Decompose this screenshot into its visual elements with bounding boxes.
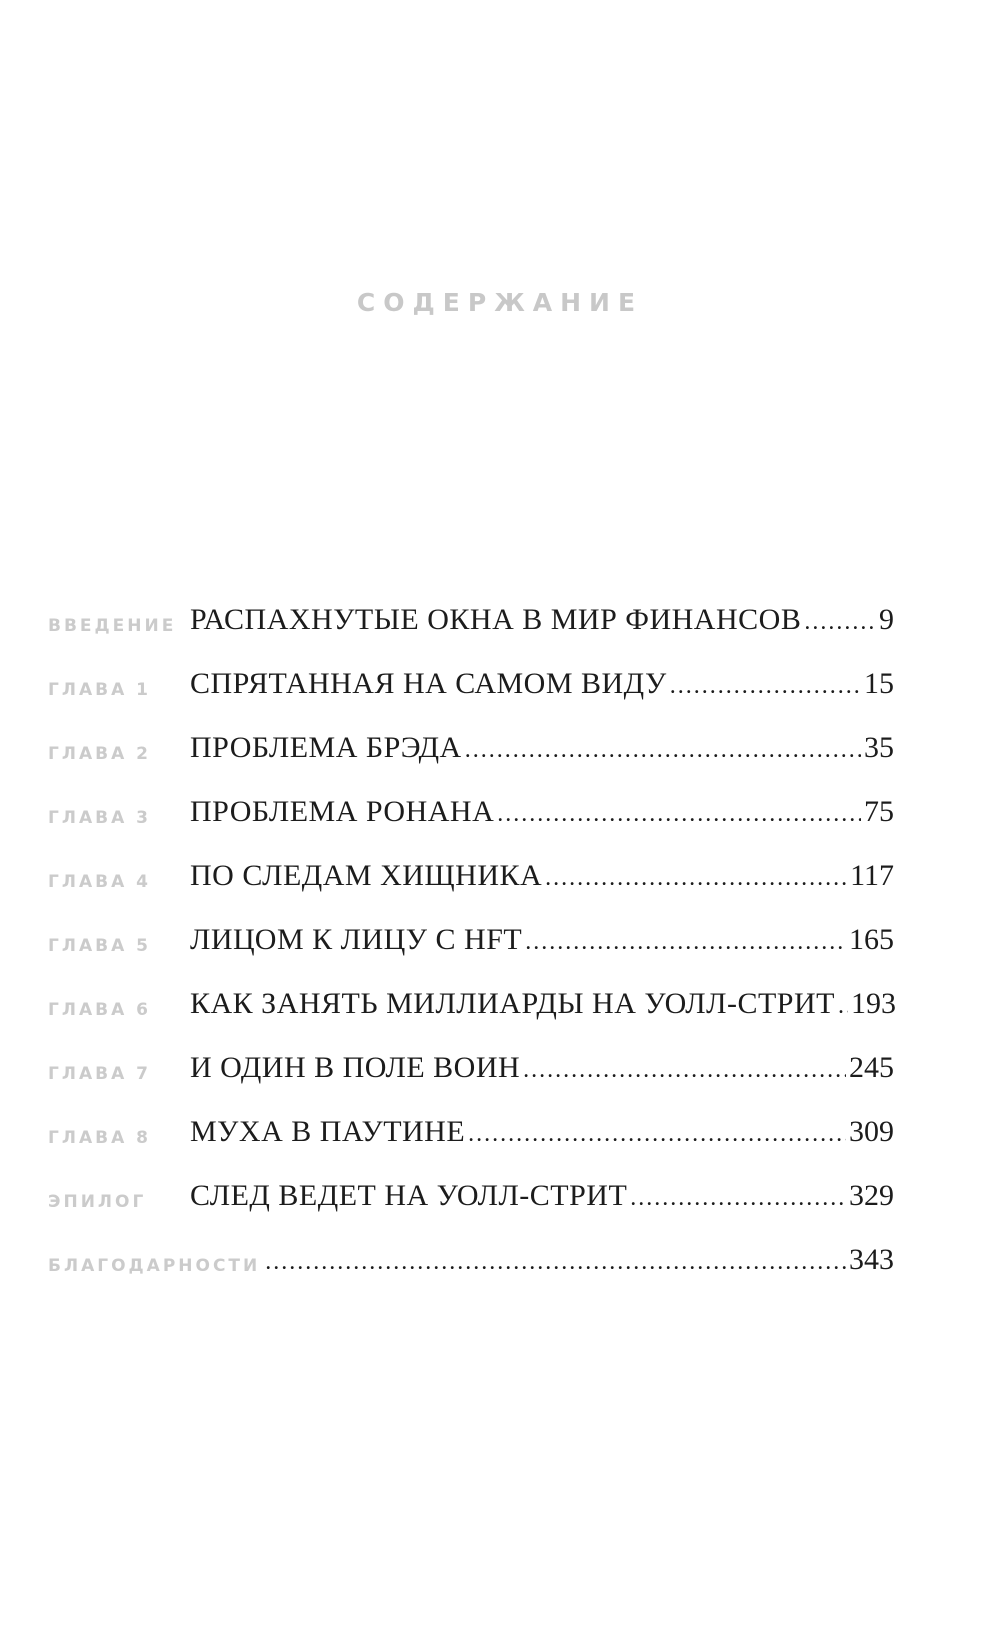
toc-entry-label: ГЛАВА 1 (48, 680, 151, 700)
toc-entry (48, 1242, 894, 1306)
toc-chapter-title: КАК ЗАНЯТЬ МИЛЛИАРДЫ НА УОЛЛ-СТРИТ (190, 987, 835, 1020)
dot-leader (630, 1184, 846, 1213)
toc-entry-label: ГЛАВА 4 (48, 872, 151, 892)
toc-page-number: 193 (850, 987, 896, 1020)
toc-entry-label: БЛАГОДАРНОСТИ (48, 1256, 261, 1276)
toc-page-number: 75 (864, 795, 894, 828)
toc-chapter-title: ПРОБЛЕМА БРЭДА (190, 731, 462, 764)
dot-leader (465, 736, 861, 765)
toc-entry-line (190, 1114, 894, 1150)
toc-chapter-title: ПО СЛЕДАМ ХИЩНИКА (190, 859, 543, 892)
dot-leader (838, 992, 848, 1021)
toc-entry (48, 986, 894, 1050)
toc-entry-line (190, 794, 894, 830)
toc-entry (48, 1050, 894, 1114)
toc-page-number: 35 (864, 731, 894, 764)
toc-title: СОДЕРЖАНИЕ (356, 288, 644, 317)
toc-entry (48, 922, 894, 986)
dot-leader (468, 1120, 846, 1149)
toc-page-number: 309 (849, 1115, 894, 1148)
toc-entry-line (190, 1178, 894, 1214)
toc-entry (48, 602, 894, 666)
toc-page-number: 329 (849, 1179, 894, 1212)
toc-page-number: 245 (849, 1051, 894, 1084)
toc-chapter-title: СПРЯТАННАЯ НА САМОМ ВИДУ (190, 667, 667, 700)
toc-entry-label: ГЛАВА 7 (48, 1064, 151, 1084)
toc-chapter-title: ПРОБЛЕМА РОНАНА (190, 795, 495, 828)
dot-leader (497, 800, 861, 829)
toc-entry-line (262, 1242, 894, 1278)
toc-entry (48, 1114, 894, 1178)
toc-entry-label: ГЛАВА 5 (48, 936, 151, 956)
dot-leader (525, 928, 846, 957)
toc-entry (48, 794, 894, 858)
toc-entry-label: ГЛАВА 3 (48, 808, 151, 828)
toc-entry-label: ГЛАВА 6 (48, 1000, 151, 1020)
toc-entry-line (190, 730, 894, 766)
toc-chapter-title: И ОДИН В ПОЛЕ ВОИН (190, 1051, 521, 1084)
toc-list (48, 602, 894, 1306)
toc-entry-line (190, 858, 894, 894)
toc-entry (48, 1178, 894, 1242)
toc-page-number: 117 (850, 859, 894, 892)
toc-entry-line (190, 922, 894, 958)
toc-entry-line (190, 986, 894, 1022)
toc-entry (48, 666, 894, 730)
dot-leader (545, 864, 847, 893)
toc-chapter-title: РАСПАХНУТЫЕ ОКНА В МИР ФИНАНСОВ (190, 603, 802, 636)
toc-page-number: 9 (879, 603, 894, 636)
toc-entry-line (190, 1050, 894, 1086)
dot-leader (265, 1248, 846, 1277)
toc-entry (48, 858, 894, 922)
toc-page-number: 343 (849, 1243, 894, 1276)
dot-leader (804, 608, 876, 637)
dot-leader (670, 672, 861, 701)
toc-entry-label: ГЛАВА 8 (48, 1128, 151, 1148)
toc-entry-line (190, 602, 894, 638)
dot-leader (523, 1056, 846, 1085)
toc-page-number: 165 (849, 923, 894, 956)
toc-entry-label: ВВЕДЕНИЕ (48, 616, 177, 636)
toc-chapter-title: МУХА В ПАУТИНЕ (190, 1115, 466, 1148)
toc-entry-line (190, 666, 894, 702)
toc-chapter-title: ЛИЦОМ К ЛИЦУ С HFT (190, 923, 523, 956)
toc-chapter-title: СЛЕД ВЕДЕТ НА УОЛЛ-СТРИТ (190, 1179, 628, 1212)
toc-entry-label: ЭПИЛОГ (48, 1192, 147, 1212)
toc-entry-label: ГЛАВА 2 (48, 744, 151, 764)
toc-entry (48, 730, 894, 794)
toc-page-number: 15 (864, 667, 894, 700)
